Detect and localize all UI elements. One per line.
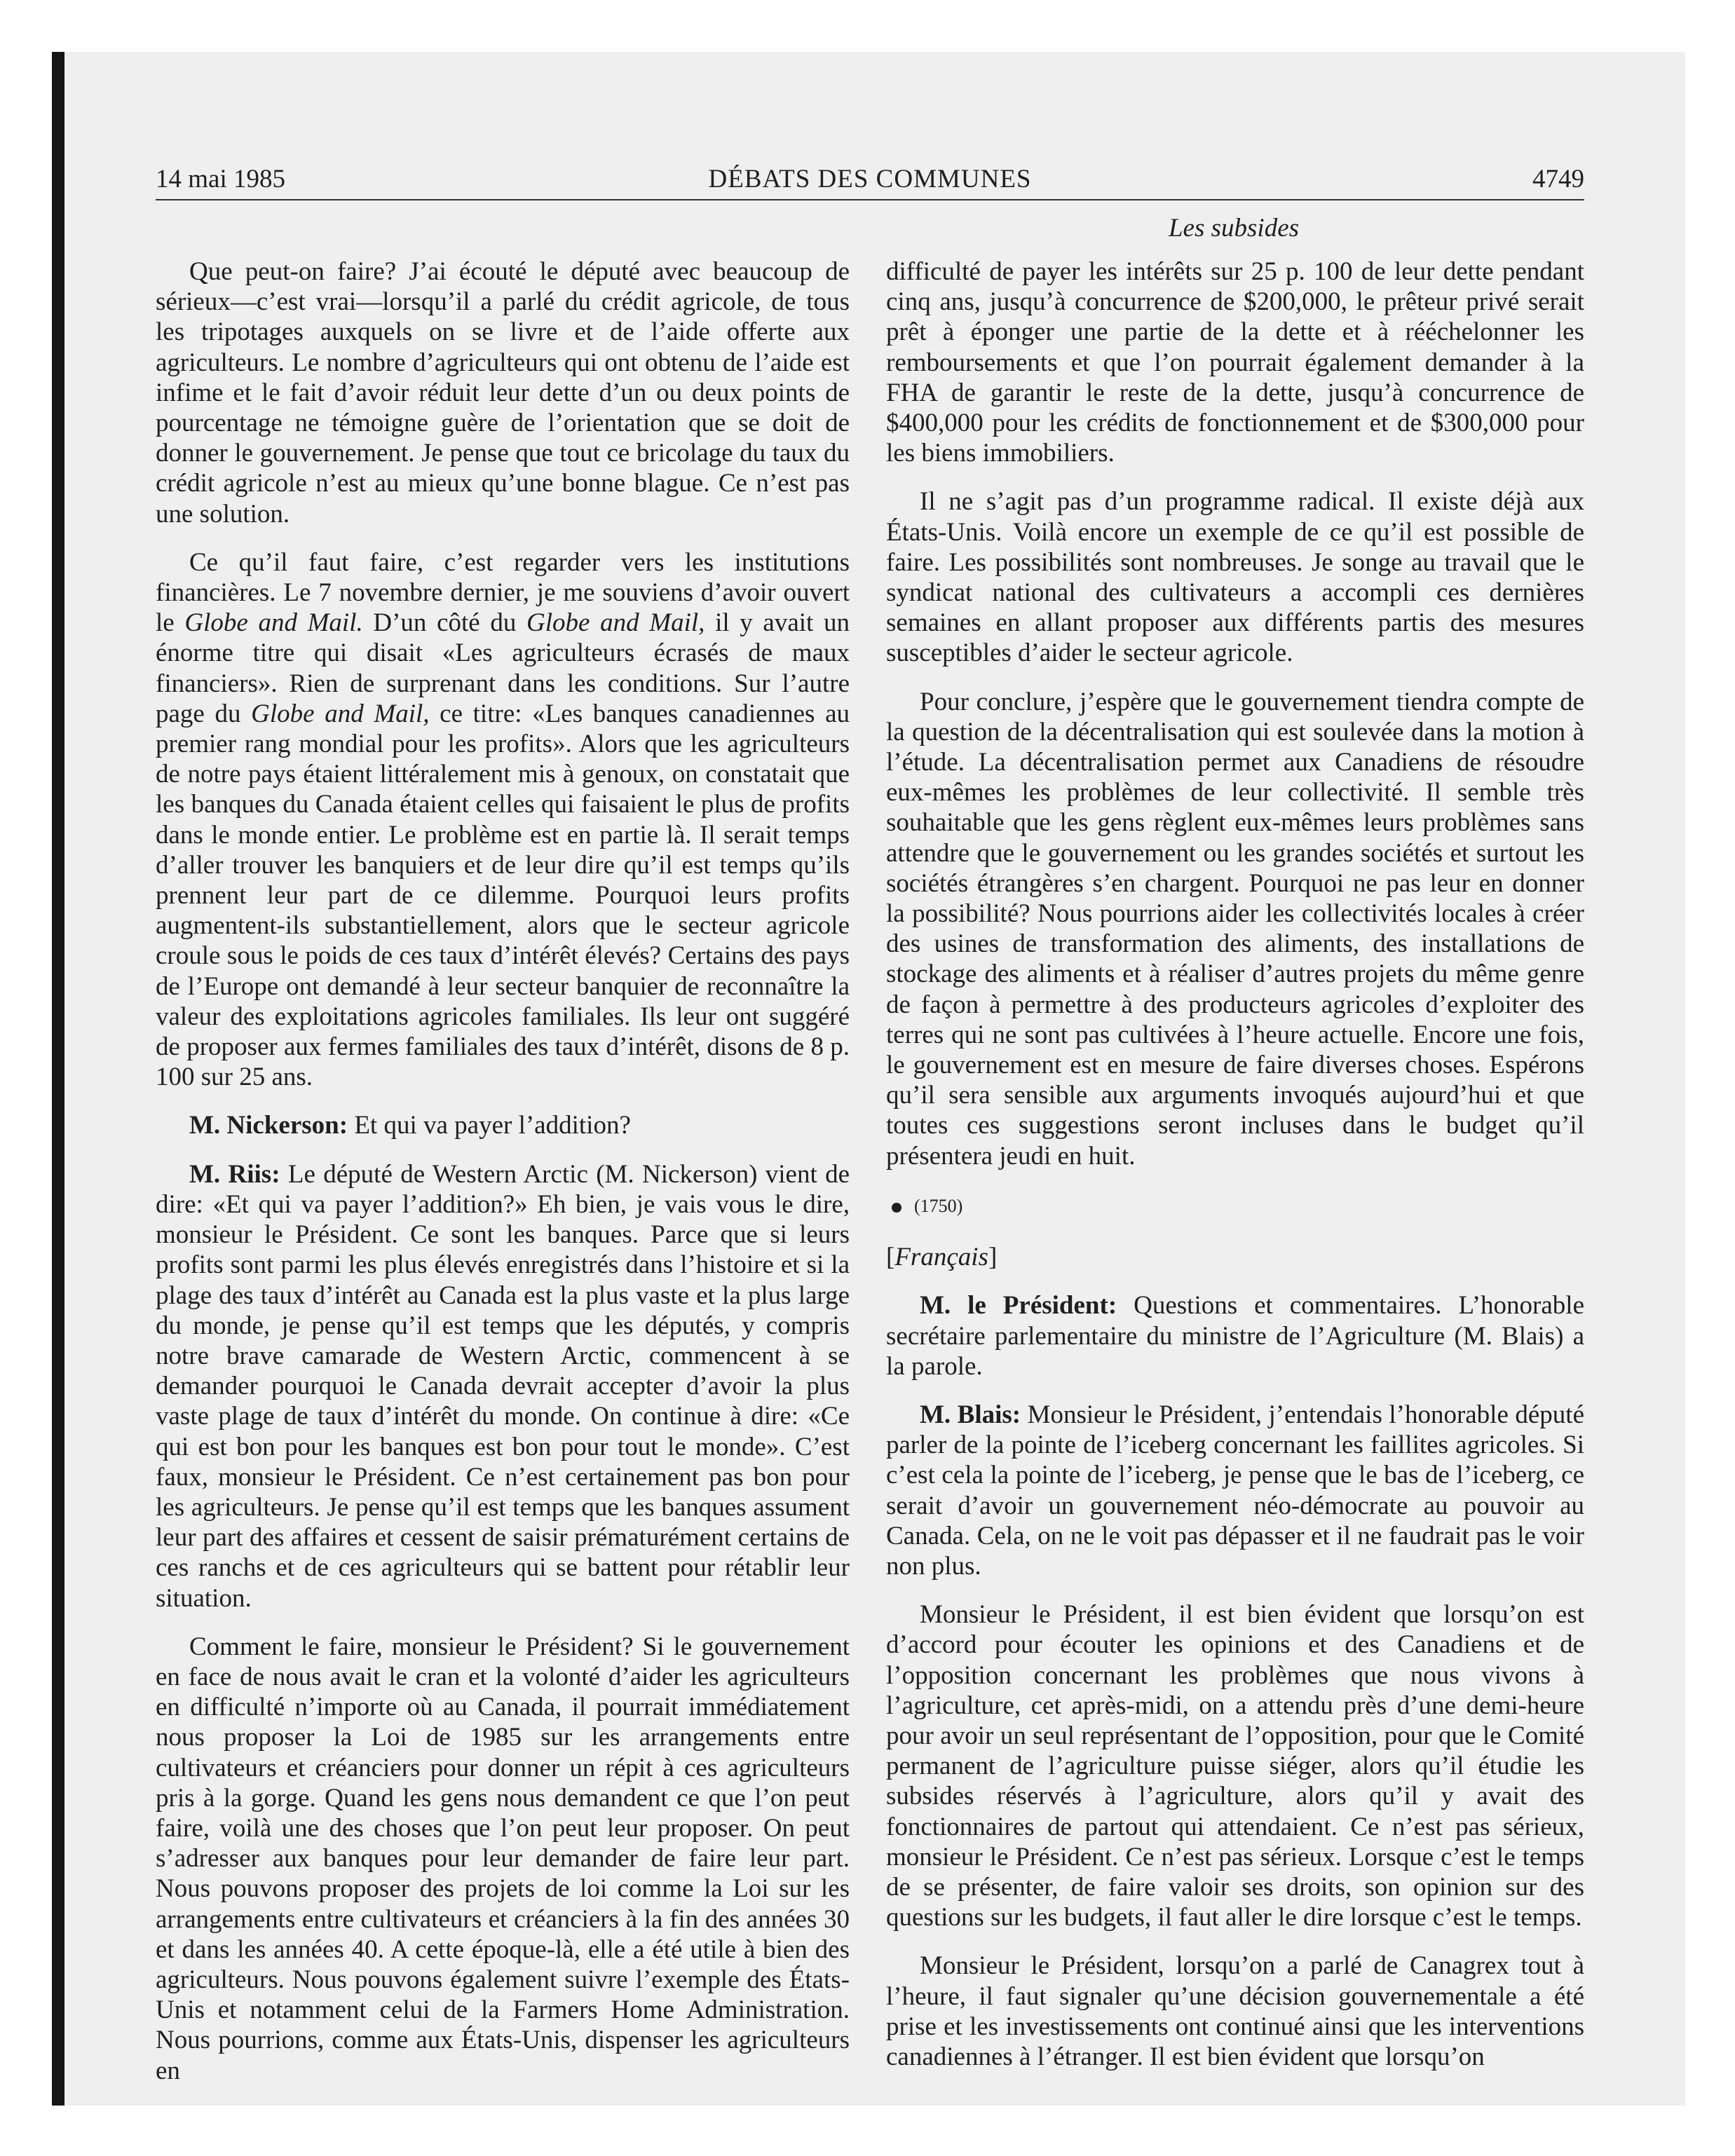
paragraph: Monsieur le Président, lorsqu’on a parlé de Canagrex tout à l’heure, il faut signaler qu’une décision gouvernementale a été prise et les investissements ont continué ainsi que les interventions canadiennes à l’étranger. Il est bien évident que lorsqu’on bbox=[886, 1951, 1584, 2071]
speech-text: Monsieur le Président, j’entendais l’honorable député parler de la pointe de l’iceberg concernant les faillites agricoles. Si c’est cela la pointe de l’iceberg, je pense que le bas de l’iceberg, ce serait d’avoir un gouvernement néo-démocrate au pouvoir au Canada. Cela, on ne le voit pas dépasser et il ne faudrait pas le voir non plus. bbox=[886, 1400, 1584, 1581]
newspaper-title: Globe and Mail, bbox=[251, 699, 430, 728]
paragraph: Pour conclure, j’espère que le gouvernement tiendra compte de la question de la décentralisation qui est soulevée dans la motion à l’étude. La décentralisation permet aux Canadiens de résoudre eux-mêmes les problèmes de leur collectivité. Il semble très souhaitable que les gens règlent eux-mêmes leurs problèmes sans attendre que le gouvernement ou les grandes sociétés et surtout les sociétés étrangères s’en chargent. Pourquoi ne pas leur en donner la possibilité? Nous pourrions aider les collectivités locales à créer des usines de transformation des aliments, des installations de stockage des aliments et à réaliser d’autres projets du même genre de façon à permettre à des producteurs agricoles d’exploiter des terres qui ne sont pas cultivées à l’heure actuelle. Encore une fois, le gouvernement est en mesure de faire diverses choses. Espérons qu’il sera sensible aux arguments invoqués aujourd’hui et que toutes ces suggestions seront incluses dans le budget qu’il présentera jeudi en huit. bbox=[886, 687, 1584, 1171]
speaker-name: M. Riis: bbox=[189, 1159, 280, 1189]
paragraph: Monsieur le Président, il est bien évident que lorsqu’on est d’accord pour écouter les opinions et des Canadiens et de l’opposition concernant les problèmes que nous vivons à l’agriculture, cet après-midi, on a attendu près d’une demi-heure pour avoir un seul représentant de l’opposition, pour que le Comité permanent de l’agriculture puisse siéger, alors qu’il étudie les subsides réservés à l’agriculture, alors qu’il y avait des fonctionnaires de partout qui attendaient. Ce n’est pas sérieux, monsieur le Président. Ce n’est pas sérieux. Lorsque c’est le temps de se présenter, de faire valoir ses droits, son opinion sur des questions sur les budgets, il faut aller le dire lorsque c’est le temps. bbox=[886, 1600, 1584, 1932]
bullet-icon bbox=[892, 1203, 901, 1213]
header-journal-title: DÉBATS DES COMMUNES bbox=[708, 165, 1032, 193]
newspaper-title: Globe and Mail. bbox=[184, 608, 363, 638]
time-marker-text: (1750) bbox=[914, 1195, 963, 1216]
speech-paragraph bbox=[156, 1159, 850, 1613]
speech-text: Le député de Western Arctic (M. Nickerson) vient de dire: «Et qui va payer l’addition?» Eh bien, je vais vous le dire, monsieur le Président. Ce sont les banques. Parce que si leurs profits sont parmi les plus élevés enregistrés dans l’histoire et si la plage des taux d’intérêt au Canada est la plus vaste et la plus large du monde, je pense qu’il est temps que les députés, y compris notre brave camarade de Western Arctic, commencent à se demander pourquoi le Canada devrait accepter d’avoir la plus vaste plage de taux d’intérêt du monde. On continue à dire: «Ce qui est bon pour les banques est bon pour tout le monde». C’est faux, monsieur le Président. Ce n’est certainement pas bon pour les agriculteurs. Je pense qu’il est temps que les banques assument leur part des affaires et cessent de saisir prématurément certains de ces ranchs et de ces agriculteurs qui se battent pour rétablir leur situation. bbox=[156, 1159, 850, 1613]
page-header bbox=[156, 164, 1584, 200]
speaker-name: M. Nickerson: bbox=[189, 1111, 348, 1140]
speaker-name: M. le Président: bbox=[920, 1291, 1117, 1321]
paragraph: Que peut-on faire? J’ai écouté le député avec beaucoup de sérieux—c’est vrai—lorsqu’il a parlé du crédit agricole, de tous les tripotages auxquels on se livre et de l’aide offerte aux agriculteurs. Le nombre d’agriculteurs qui ont obtenu de l’aide est infime et le fait d’avoir réduit leur dette d’un ou deux points de pourcentage ne témoigne guère de l’orientation que se doit de donner le gouvernement. Je pense que tout ce bricolage du taux du crédit agricole n’est au mieux qu’une bonne blague. Ce n’est pas une solution. bbox=[156, 257, 850, 528]
paragraph-continuation: difficulté de payer les intérêts sur 25 p. 100 de leur dette pendant cinq ans, jusqu’à concurrence de $200,000, le prêteur privé serait prêt à éponger une partie de la dette et à rééchelonner les remboursements et que l’on pourrait également demander à la FHA de garantir le reste de la dette, jusqu’à concurrence de $400,000 pour les crédits de fonctionnement et de $300,000 pour les biens immobiliers. bbox=[886, 257, 1584, 468]
speech-paragraph bbox=[156, 1110, 850, 1140]
paragraph bbox=[156, 547, 850, 1093]
time-marker bbox=[886, 1191, 1584, 1221]
binding-edge bbox=[52, 52, 64, 2106]
right-column bbox=[886, 257, 1584, 2090]
speech-paragraph bbox=[886, 1400, 1584, 1581]
bracket-open: [ bbox=[886, 1243, 895, 1272]
text-run: D’un côté du bbox=[362, 608, 527, 638]
bracket-close: ] bbox=[988, 1243, 998, 1272]
paragraph: Comment le faire, monsieur le Président? Si le gouvernement en face de nous avait le cran et la volonté d’aider les agriculteurs en difficulté n’importe où au Canada, il pourrait immédiatement nous proposer la Loi de 1985 sur les arrangements entre cultivateurs et créanciers pour donner un répit à ces agriculteurs pris à la gorge. Quand les gens nous demandent ce que l’on peut faire, voilà une des choses que l’on peut leur proposer. On peut s’adresser aux banques pour leur demander de faire leur part. Nous pouvons proposer des projets de loi comme la Loi sur les arrangements entre cultivateurs et créanciers à la fin des années 30 et dans les années 40. A cette époque-là, elle a été utile à bien des agriculteurs. Nous pouvons également suivre l’exemple des États-Unis et notamment celui de la Farmers Home Administration. Nous pourrions, comme aux États-Unis, dispenser les agriculteurs en bbox=[156, 1632, 850, 2085]
text-run: il y avait un énorme titre qui disait «Les agriculteurs écrasés de maux financiers». Rien de surprenant dans les conditions. Sur l’autre page du bbox=[156, 608, 850, 728]
speech-paragraph bbox=[886, 1290, 1584, 1381]
language-marker bbox=[886, 1242, 1584, 1272]
speech-text: Et qui va payer l’addition? bbox=[348, 1111, 631, 1140]
speech-text: Questions et commentaires. L’honorable secrétaire parlementaire du ministre de l’Agriculture (M. Blais) a la parole. bbox=[886, 1291, 1584, 1381]
running-title: Les subsides bbox=[1168, 214, 1300, 243]
left-column bbox=[156, 257, 850, 2104]
text-run: ce titre: «Les banques canadiennes au premier rang mondial pour les profits». Alors que les agriculteurs de notre pays étaient littéralement mis à genoux, on constatait que les banques du Canada étaient celles qui faisaient le plus de profits dans le monde entier. Le problème est en partie là. Il serait temps d’aller trouver les banquiers et de leur dire qu’il est temps qu’ils prennent leur part de ce dilemme. Pourquoi leurs profits augmentent-ils substantiellement, alors que le secteur agricole croule sous le poids de ces taux d’intérêt élevés? Certains des pays de l’Europe ont demandé à leur secteur banquier de reconnaître la valeur des exploitations agricoles familiales. Ils leur ont suggéré de proposer aux fermes familiales des taux d’intérêt, disons de 8 p. 100 sur 25 ans. bbox=[156, 699, 850, 1092]
newspaper-title: Globe and Mail, bbox=[526, 608, 705, 638]
paragraph: Il ne s’agit pas d’un programme radical. Il existe déjà aux États-Unis. Voilà encore un exemple de ce qu’il est possible de faire. Les possibilités sont nombreuses. Je songe au travail que le syndicat national des cultivateurs a accompli ces dernières semaines en allant proposer aux différents partis des mesures susceptibles d’aider le secteur agricole. bbox=[886, 487, 1584, 668]
header-date: 14 mai 1985 bbox=[156, 165, 285, 193]
speaker-name: M. Blais: bbox=[920, 1400, 1021, 1429]
header-page-number: 4749 bbox=[1532, 165, 1584, 193]
text-run: Ce qu’il faut faire, c’est regarder vers les institutions financières. Le 7 novembre dernier, je me souviens d’avoir ouvert le bbox=[156, 547, 850, 638]
language-name: Français bbox=[894, 1243, 988, 1272]
